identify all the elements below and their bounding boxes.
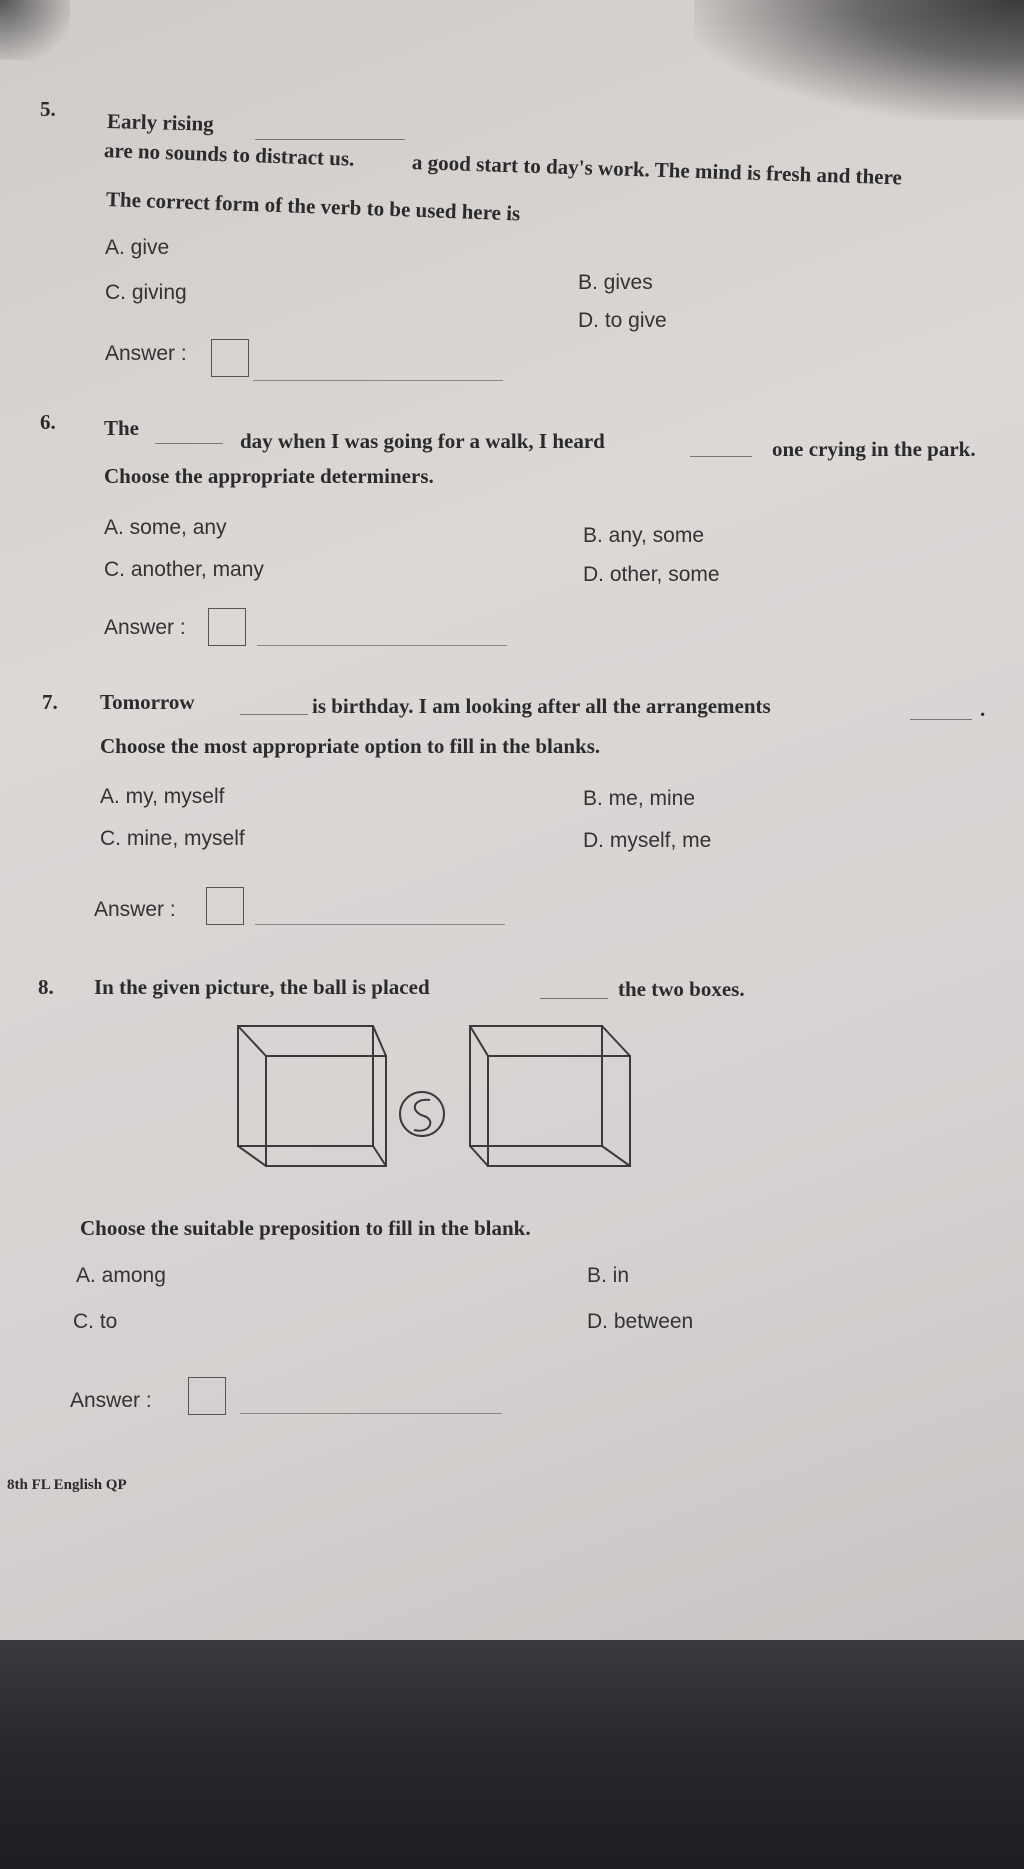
option-c[interactable]: C. mine, myself <box>100 827 245 850</box>
question-instruction: The correct form of the verb to be used here is <box>105 187 521 226</box>
background-surface <box>0 1640 1024 1869</box>
question-prompt-mid: is birthday. I am looking after all the arrangements <box>312 694 771 718</box>
answer-box[interactable] <box>188 1377 226 1415</box>
answer-label: Answer : <box>104 616 186 639</box>
ball <box>400 1092 444 1136</box>
question-prompt-mid: day when I was going for a walk, I heard <box>240 429 605 453</box>
option-a[interactable]: A. among <box>76 1264 166 1287</box>
answer-box[interactable] <box>208 608 246 646</box>
question-prompt-cont: a good start to day's work. The mind is fresh and there <box>411 150 903 190</box>
question-number: 6. <box>40 410 56 434</box>
answer-blank-2 <box>910 719 972 720</box>
answer-blank <box>540 998 608 999</box>
question-prompt-end: the two boxes. <box>618 977 745 1001</box>
answer-line[interactable] <box>255 924 505 925</box>
option-d[interactable]: D. between <box>587 1310 694 1333</box>
question-prompt-end: . <box>980 697 986 721</box>
option-b[interactable]: B. any, some <box>583 524 704 547</box>
corner-shadow <box>694 0 1024 120</box>
boxes-ball-figure <box>230 1020 640 1180</box>
question-prompt: Tomorrow <box>100 690 195 714</box>
option-c[interactable]: C. giving <box>105 281 187 304</box>
right-box <box>470 1026 630 1166</box>
option-c[interactable]: C. another, many <box>104 558 264 581</box>
answer-blank-1 <box>155 443 223 444</box>
left-box <box>238 1026 386 1166</box>
option-b[interactable]: B. in <box>587 1264 630 1287</box>
question-number: 7. <box>42 690 58 714</box>
answer-blank-2 <box>690 456 752 457</box>
answer-line[interactable] <box>257 645 507 646</box>
answer-blank <box>255 139 405 140</box>
option-b[interactable]: B. me, mine <box>583 787 696 810</box>
answer-blank-1 <box>240 714 308 715</box>
question-instruction: Choose the suitable preposition to fill in the blank. <box>80 1216 531 1240</box>
question-prompt: The <box>104 416 140 440</box>
option-d[interactable]: D. myself, me <box>583 829 712 852</box>
answer-box[interactable] <box>211 339 249 377</box>
question-instruction: Choose the appropriate determiners. <box>104 464 434 488</box>
option-b[interactable]: B. gives <box>578 271 653 294</box>
question-number: 8. <box>38 975 54 999</box>
option-d[interactable]: D. to give <box>578 309 667 332</box>
answer-label: Answer : <box>70 1389 152 1412</box>
question-prompt: Early rising <box>106 109 215 136</box>
question-prompt-line2: are no sounds to distract us. <box>103 138 355 171</box>
option-a[interactable]: A. give <box>105 236 170 259</box>
answer-box[interactable] <box>206 887 244 925</box>
question-prompt: In the given picture, the ball is placed <box>94 975 430 999</box>
option-c[interactable]: C. to <box>73 1310 118 1333</box>
answer-line[interactable] <box>240 1413 502 1414</box>
option-a[interactable]: A. my, myself <box>100 785 225 808</box>
answer-label: Answer : <box>105 342 187 365</box>
answer-label: Answer : <box>94 898 176 921</box>
corner-shadow-left <box>0 0 70 60</box>
footer-text: 8th FL English QP <box>7 1477 127 1493</box>
question-prompt-end: one crying in the park. <box>772 437 976 461</box>
option-a[interactable]: A. some, any <box>104 516 227 539</box>
answer-line[interactable] <box>253 380 503 381</box>
question-number: 5. <box>40 97 56 121</box>
question-instruction: Choose the most appropriate option to fill in the blanks. <box>100 734 601 758</box>
option-d[interactable]: D. other, some <box>583 563 720 586</box>
